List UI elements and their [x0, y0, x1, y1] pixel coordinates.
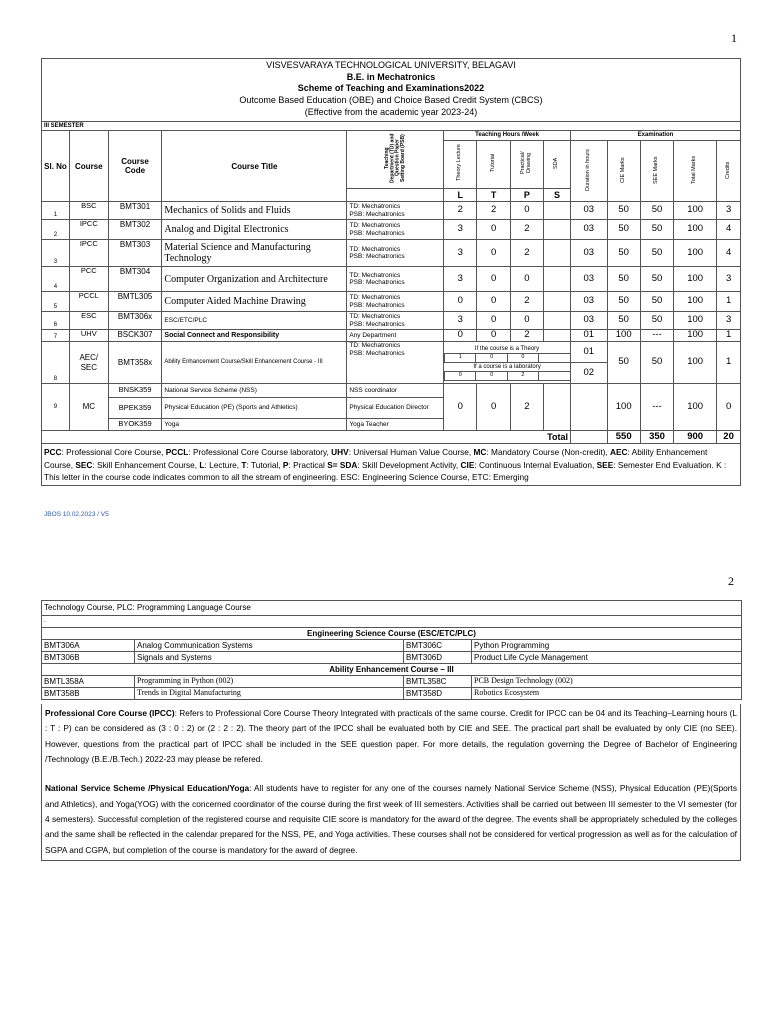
col-credits: Credits — [724, 161, 731, 179]
col-P: P — [510, 189, 543, 202]
obe-line: Outcome Based Education (OBE) and Choice Based Credit System (CBCS) — [239, 95, 543, 106]
continued-note: Technology Course, PLC: Programming Language Course — [42, 601, 742, 616]
col-practical: Practical/ Drawing — [520, 152, 532, 175]
course-title: ESC/ETC/PLC — [162, 312, 347, 330]
col-duration: Duration in hours — [584, 149, 591, 191]
scheme-table: VISVESVARAYA TECHNOLOGICAL UNIVERSITY, BELAGAVI B.E. in Mechatronics Scheme of Teaching and Examinations2022 Outcome Based Education (OBE) and Choice Based Credit System (CBCS) (Effective from the academic year 2023-24) III SEMESTER Sl. No Course Course Code Course Title Teaching Department (TD) and Question Paper Setting Board (PSB) Teaching Hours /Week Examination Theory Lecture Tutorial Practical/ Drawing SDA Duration in hours CIE Marks SEE Marks Total Marks Credits L T P S 1 BSC BMT301 Mechanics of Solids and Fluids TD: Mechatronics PSB: Mechatronics 2 2 0 03 50 50 100 3 2 IPCC BMT302 Analog and Digital Electronics TD: Mechatronics PSB: Mechatronics 3 0 2 03 50 50 100 4 3 IPCC BMT303 Material Science and Manufacturing Technology TD: Mechatronics PSB: Mechatronics 3 0 2 03 50 50 100 4 4 PCC BMT304 Computer Organization and Architecture TD: Mechatronics PSB: Mechatronics 3 0 0 03 50 50 100 3 5 PCCL BMTL305 Computer Aided Machine Drawing TD: Mechatronics PSB: Mechatronics 0 0 2 03 50 50 100 1 6 ESC BMT306x ESC/ETC/PLC TD: Mechatronics PSB: Mechatronics 3 0 0 03 50 50 100 3 7 UHV BSCK307 Social Connect and Responsibility Any Department 0 0 2 01 100 --- 100 1 8 AEC/ SEC BMT358x Ability Enhancement Course/Skill Enhancement Course - III TD: Mechatronics PSB: Mechatronics If the course is a Theory 1 0 0 If a course is a laboratory 0 0 2 01 02 50 50 100 1 9 MC BNSK359 National Service Scheme (NSS) NSS coordinator 0 0 2 100 --- 100 0 BPEK359 Physical Education (PE) (Sports and Athletics) Physical Education Director BYOK359 Yoga Yoga Teacher Total 550 350 900 20 PCC: Professional Core Course, PCCL: Professional Core Course laboratory, UHV: Universal Human Value Course, MC: Mandatory Course (Non-credit), AEC: Ability Enhancement Course, SEC: Skill Enhancement Course, L: Lecture, T: Tutorial, P: Practical S= SDA: Skill Development Activity, CIE: Continuous Internal Evaluation, SEE: Semester End Evaluation. K : This letter in the course code indicates common to all the stream of engineering. ESC: Engineering Science Course, ETC: Emerging — [41, 58, 741, 486]
col-cie: CIE Marks — [619, 157, 626, 183]
col-examination: Examination — [570, 131, 740, 141]
table-row: 8 AEC/ SEC BMT358x Ability Enhancement Course/Skill Enhancement Course - III TD: Mechatronics PSB: Mechatronics If the course is a Theory 1 0 0 If a course is a laboratory 0 0 2 01 02 50 50 100 1 — [42, 342, 741, 384]
ipcc-paragraph: Professional Core Course (IPCC): Refers to Professional Core Course Theory Integrated with practicals of the same course. Credit for IPCC can be 04 and its Teaching–Learning hours (L : T : P) can be considered as (3 : 0 : 2) or (2 : 2 : 2). The theory part of the IPCC shall be evaluated both by CIE and SEE. The practical part shall be evaluated by only CIE (no SEE). However, questions from the practical part of IPCC shall be included in the SEE question paper. For more details, the regulation governing the Degree of Bachelor of Engineering /Technology (B.E./B.Tech.) 2022-23 may please be refered. National Service Scheme /Physical Education/Yoga: All students have to register for any one of the courses namely National Service Scheme (NSS), Physical Education (PE)(Sports and Athletics), and Yoga(YOG) with the concerned coordinator of the course during the first week of III semesters. Activities shall be carried out between III semester to the VI semester (for 4 semesters). Successful completion of the registered course and requisite CIE score is mandatory for the award of the degree. The events shall be appropriately scheduled by the colleges and the same shall be reflected in the calendar prepared for the NSS, PE, and Yoga activities. These courses shall not be considered for vertical progression as well as for the calculation of SGPA and CGPA, but completion of the course is mandatory for the award of degree. — [41, 704, 741, 861]
course-title: Material Science and Manufacturing Technology — [162, 240, 347, 267]
course-title: Computer Aided Machine Drawing — [162, 292, 347, 312]
col-theory: Theory Lecture — [456, 144, 463, 182]
table-row: BMT306A Analog Communication Systems BMT306C Python Programming — [42, 640, 742, 652]
col-code: Course Code — [108, 131, 162, 202]
theory-case: If the course is a Theory — [474, 345, 540, 352]
table-row: 1 BSC BMT301 Mechanics of Solids and Fluids TD: Mechatronics PSB: Mechatronics 2 2 0 03 50 50 100 3 — [42, 202, 741, 220]
col-dept: Teaching Department (TD) and Question Paper Setting Board (PSB) — [383, 133, 406, 184]
aec-header: Ability Enhancement Course – III — [42, 664, 742, 676]
elective-table: Technology Course, PLC: Programming Language Course . Engineering Science Course (ESC/ETC/PLC) BMT306A Analog Communication Systems BMT306C Python Programming BMT306B Signals and Systems BMT306D Product Life Cycle Management Ability Enhancement Course – III BMTL358A Programming in Python (002) BMTL358C PCB Design Technology (002) BMT358B Trends in Digital Manufacturing BMT358D Robotics Ecosystem — [41, 600, 742, 700]
course-title: Computer Organization and Architecture — [162, 267, 347, 292]
esc-header: Engineering Science Course (ESC/ETC/PLC) — [42, 628, 742, 640]
page-number: 1 — [731, 31, 737, 45]
table-row: 2 IPCC BMT302 Analog and Digital Electronics TD: Mechatronics PSB: Mechatronics 3 0 2 03 50 50 100 4 — [42, 220, 741, 240]
table-row: 6 ESC BMT306x ESC/ETC/PLC TD: Mechatronics PSB: Mechatronics 3 0 0 03 50 50 100 3 — [42, 312, 741, 330]
lab-case: If a course is a laboratory — [473, 363, 541, 370]
table-row: 5 PCCL BMTL305 Computer Aided Machine Drawing TD: Mechatronics PSB: Mechatronics 0 0 2 03 50 50 100 1 — [42, 292, 741, 312]
course-title: Social Connect and Responsibility — [162, 330, 347, 342]
col-S: S — [544, 189, 571, 202]
table-row: 3 IPCC BMT303 Material Science and Manufacturing Technology TD: Mechatronics PSB: Mechatronics 3 0 2 03 50 50 100 4 — [42, 240, 741, 267]
course-title: Mechanics of Solids and Fluids — [162, 202, 347, 220]
page-number-2: 2 — [728, 574, 734, 588]
col-T: T — [477, 189, 510, 202]
col-course: Course — [69, 131, 108, 202]
program-name: B.E. in Mechatronics — [346, 71, 436, 82]
col-see: SEE Marks — [653, 156, 660, 184]
col-L: L — [444, 189, 477, 202]
col-total: Total Marks — [691, 155, 698, 184]
col-title: Course Title — [162, 131, 347, 202]
semester-label: III SEMESTER — [42, 122, 741, 131]
table-row: BMT358B Trends in Digital Manufacturing BMT358D Robotics Ecosystem — [42, 688, 742, 700]
col-tutorial: Tutorial — [489, 154, 496, 173]
col-teaching-hours: Teaching Hours /Week — [444, 131, 571, 141]
university-name: VISVESVARAYA TECHNOLOGICAL UNIVERSITY, BELAGAVI — [266, 60, 516, 70]
version-label: JBOS 10.02.2023 / V5 — [44, 511, 109, 518]
effective-line: (Effective from the academic year 2023-24) — [304, 106, 478, 117]
col-sda: SDA — [553, 157, 560, 170]
table-row: 4 PCC BMT304 Computer Organization and Architecture TD: Mechatronics PSB: Mechatronics 3 0 0 03 50 50 100 3 — [42, 267, 741, 292]
scheme-title: Scheme of Teaching and Examinations2022 — [297, 83, 485, 94]
col-sl: Sl. No — [42, 131, 70, 202]
table-row: 9 MC BNSK359 National Service Scheme (NSS) NSS coordinator 0 0 2 100 --- 100 0 — [42, 384, 741, 398]
table-row: 7 UHV BSCK307 Social Connect and Responsibility Any Department 0 0 2 01 100 --- 100 1 — [42, 330, 741, 342]
table-row: BMT306B Signals and Systems BMT306D Product Life Cycle Management — [42, 652, 742, 664]
table-row: BMTL358A Programming in Python (002) BMTL358C PCB Design Technology (002) — [42, 676, 742, 688]
totals-row: Total 550 350 900 20 — [42, 431, 741, 444]
course-title: Analog and Digital Electronics — [162, 220, 347, 240]
abbreviations-note: PCC: Professional Core Course, PCCL: Professional Core Course laboratory, UHV: Universal Human Value Course, MC: Mandatory Course (Non-credit), AEC: Ability Enhancement Course, SEC: Skill Enhancement Course, L: Lecture, T: Tutorial, P: Practical S= SDA: Skill Development Activity, CIE: Continuous Internal Evaluation, SEE: Semester End Evaluation. K : This letter in the course code indicates common to all the stream of engineering. ESC: Engineering Science Course, ETC: Emerging — [42, 444, 741, 486]
